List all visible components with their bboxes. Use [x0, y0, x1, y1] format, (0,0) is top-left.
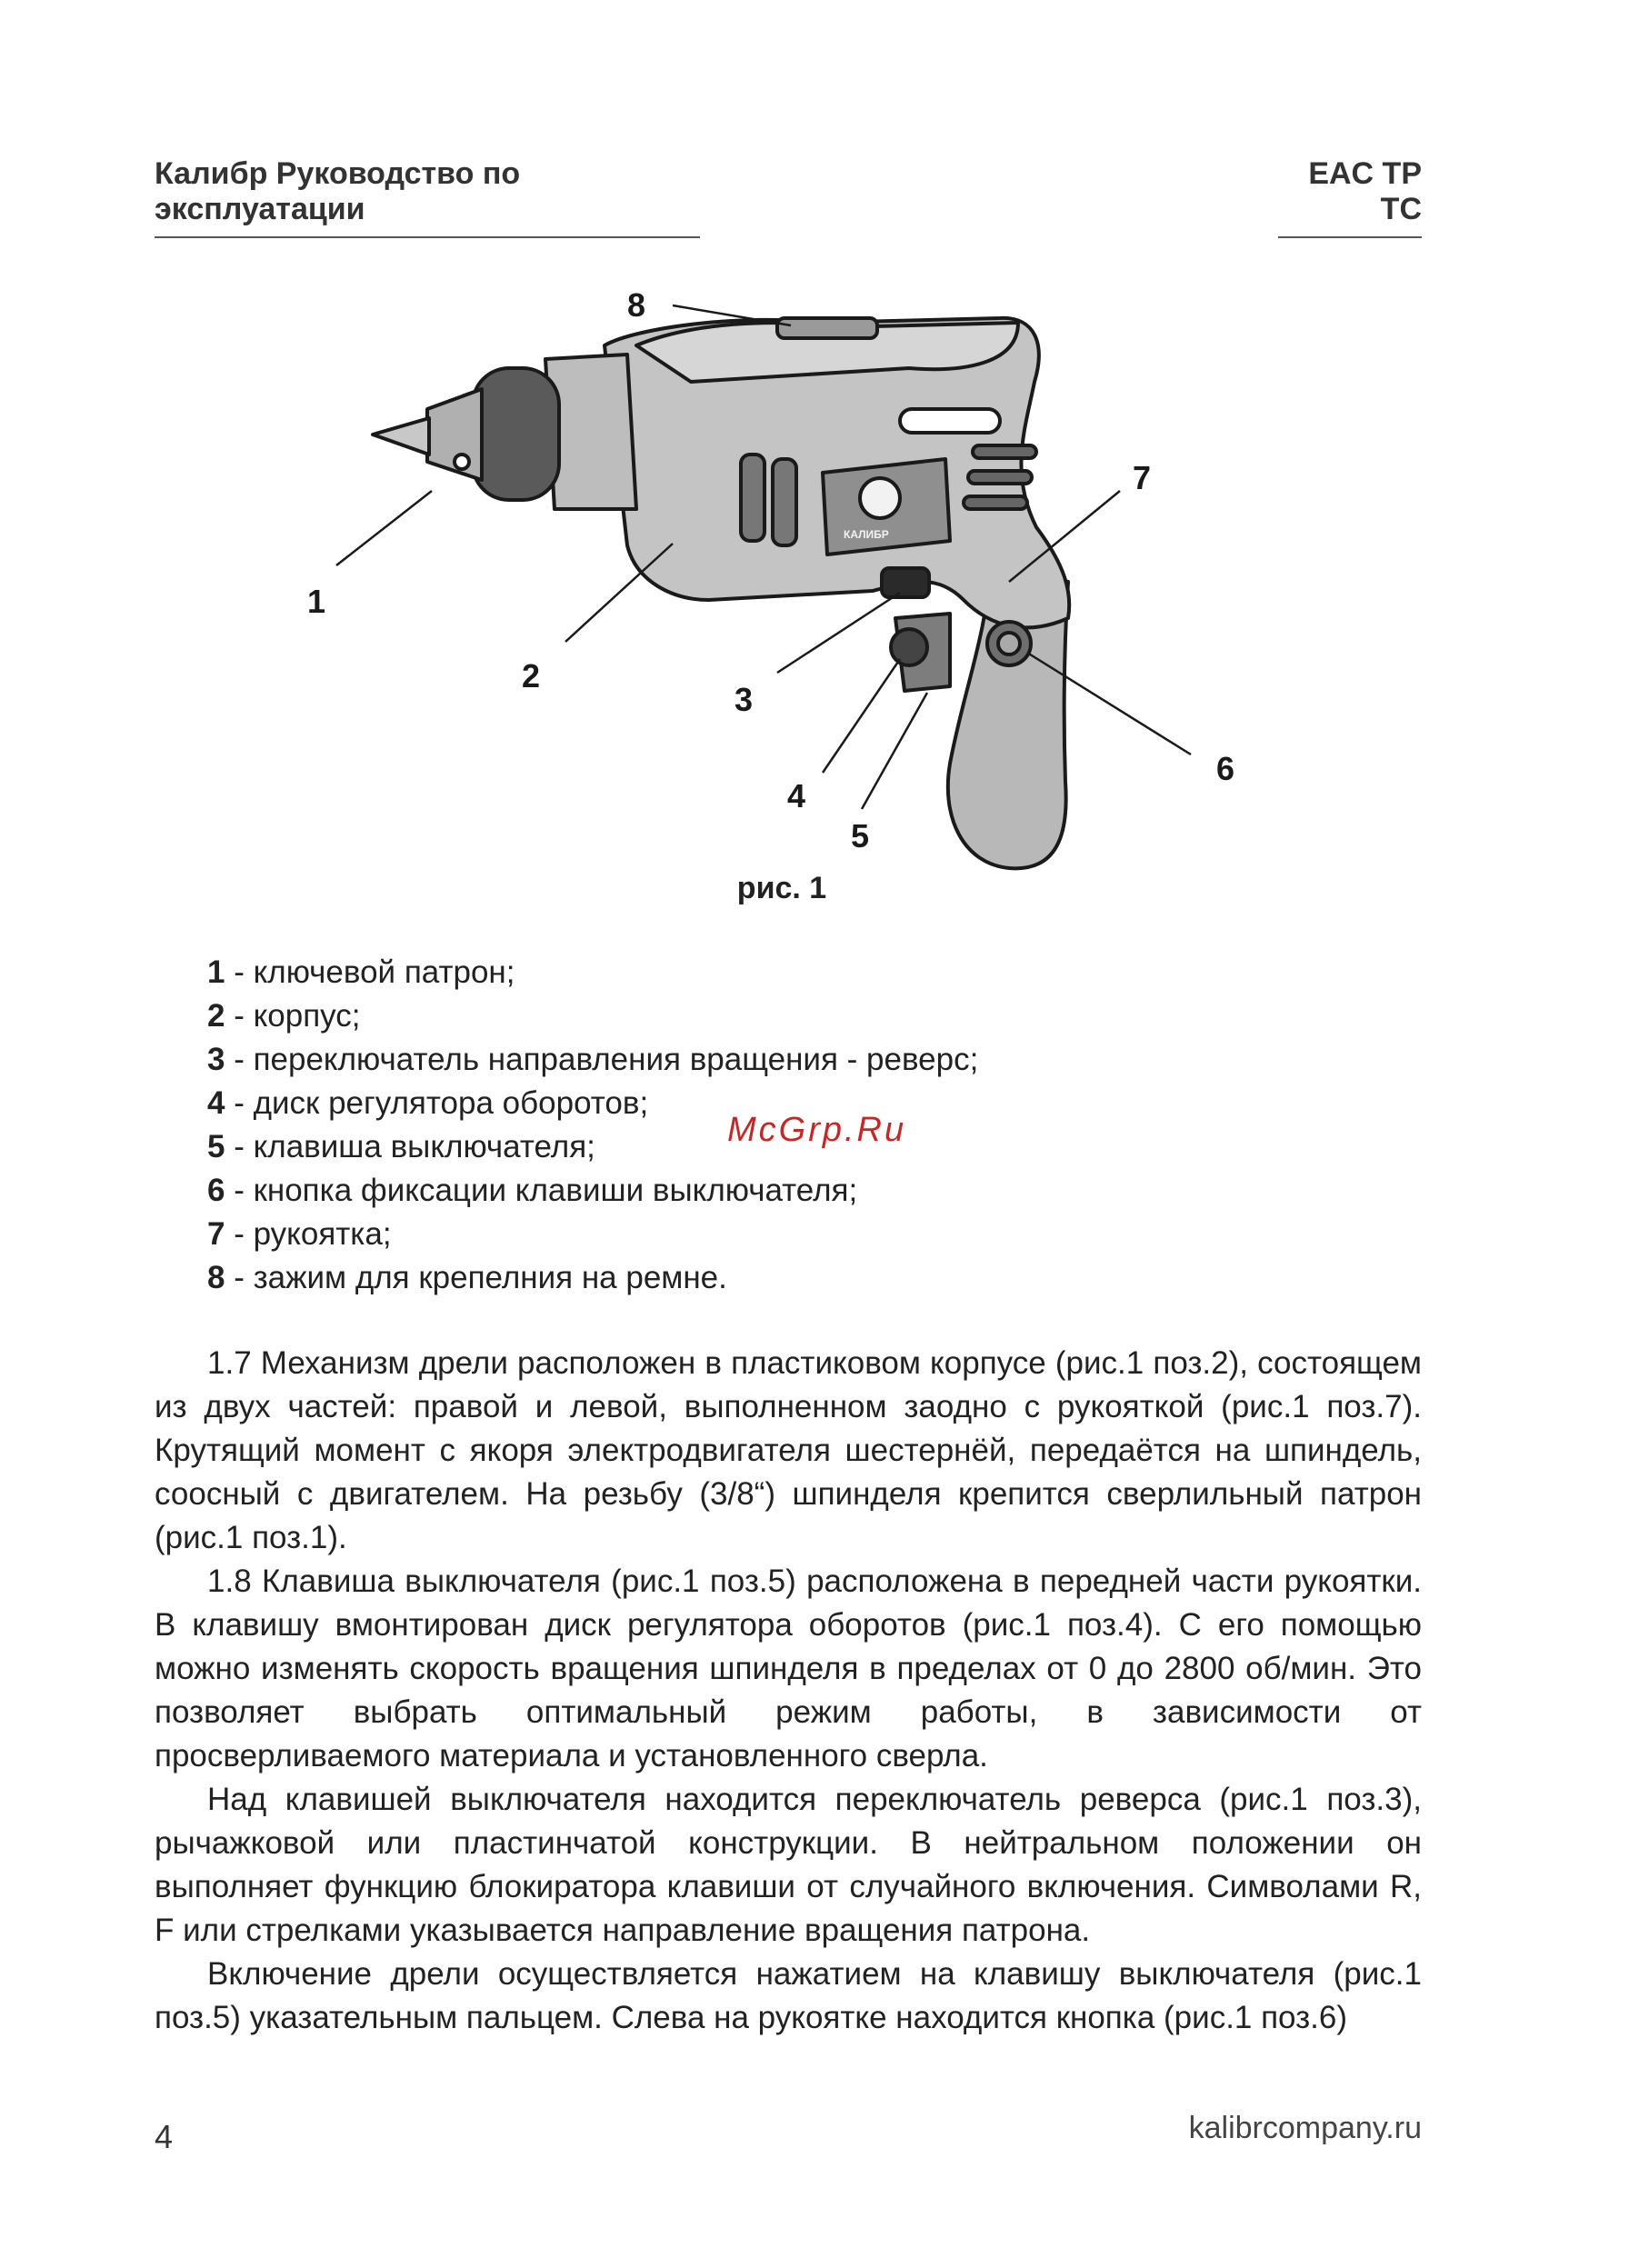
belt-clip — [777, 318, 877, 338]
reverse-switch — [882, 568, 929, 597]
leader-line-4 — [823, 659, 900, 773]
legend-item: 2 - корпус; — [207, 998, 361, 1034]
rear-vent-1 — [973, 445, 1036, 458]
callout-7: 7 — [1133, 459, 1152, 496]
lock-button-inner — [998, 633, 1020, 654]
chuck-sleeve — [473, 368, 559, 500]
paragraph-reverse: Над клавишей выключателя находится переключатель реверса (рис.1 поз.3), рычажковой или пластинчатой конструкции. В нейтральном положении он выполняет функцию блокиратора клавиши от случайного включения. Символами R, F или стрелками указывается направление вращения патрона. — [155, 1782, 1422, 1948]
callout-6: 6 — [1216, 750, 1235, 787]
legend-item: 1 - ключевой патрон; — [207, 954, 515, 990]
legend-item: 3 - переключатель направления вращения - реверс; — [207, 1042, 979, 1077]
header-title: Калибр Руководство по эксплуатации — [155, 156, 700, 238]
figure-caption: рис. 1 — [736, 871, 827, 905]
leader-line-5 — [862, 693, 927, 809]
callout-4: 4 — [787, 777, 806, 814]
legend-item: 4 - диск регулятора оборотов; — [207, 1085, 649, 1121]
page-number: 4 — [155, 2118, 174, 2155]
callout-2: 2 — [522, 657, 541, 694]
leader-line-2 — [565, 544, 673, 642]
legend-item: 5 - клавиша выключателя; — [207, 1129, 595, 1164]
legend-item: 8 - зажим для крепелния на ремне. — [207, 1260, 727, 1295]
side-vent-2 — [773, 459, 796, 545]
callout-8: 8 — [627, 286, 646, 324]
rear-vent-3 — [964, 496, 1027, 509]
paragraph-1-7: 1.7 Механизм дрели расположен в пластиковом корпусе (рис.1 поз.2), состоящем из двух частей: правой и левой, выполненном заодно с рукояткой (рис.1 поз.7). Крутящий момент с якоря электродвигателя шестернёй, передаётся на шпиндель, соосный с двигателем. На резьбу (3/8“) шпинделя крепится сверлильный патрон (рис.1 поз.1). — [155, 1345, 1422, 1555]
footer-website: kalibrcompany.ru — [1188, 2111, 1422, 2145]
chuck-key-hole — [455, 455, 469, 469]
callout-1: 1 — [307, 583, 326, 620]
paragraph-switch-on: Включение дрели осуществляется нажатием на клавишу выключателя (рис.1 поз.5) указательным пальцем. Слева на рукоятке находится кнопка (рис.1 поз.6) — [155, 1956, 1422, 2035]
body-text — [155, 1342, 1422, 2040]
side-vent-1 — [741, 455, 765, 541]
brand-logo-icon — [860, 478, 900, 518]
legend-item: 6 - кнопка фиксации клавиши выключателя; — [207, 1173, 858, 1208]
leader-line-3 — [777, 593, 900, 673]
callout-3: 3 — [735, 681, 754, 718]
brand-badge-label: КАЛИБР — [844, 528, 889, 541]
speed-dial — [891, 629, 927, 665]
watermark: McGrp.Ru — [727, 1111, 907, 1149]
leader-line-1 — [336, 491, 432, 565]
header-certification-marks: EAC TP TC — [1278, 156, 1422, 238]
legend-item: 7 - рукоятка; — [207, 1216, 392, 1252]
top-slot — [900, 409, 1000, 433]
rear-vent-2 — [968, 471, 1032, 484]
paragraph-1-8: 1.8 Клавиша выключателя (рис.1 поз.5) расположена в передней части рукоятки. В клавишу вмонтирован диск регулятора оборотов (рис.1 поз.4). С его помощью можно изменять скорость вращения шпинделя в пределах от 0 до 2800 об/мин. Это позволяет выбрать оптимальный режим работы, в зависимости от просверливаемого материала и установленного сверла. — [155, 1564, 1422, 1773]
chuck-tip — [373, 418, 429, 455]
callout-5: 5 — [851, 817, 870, 854]
drill-figure — [0, 0, 1629, 918]
